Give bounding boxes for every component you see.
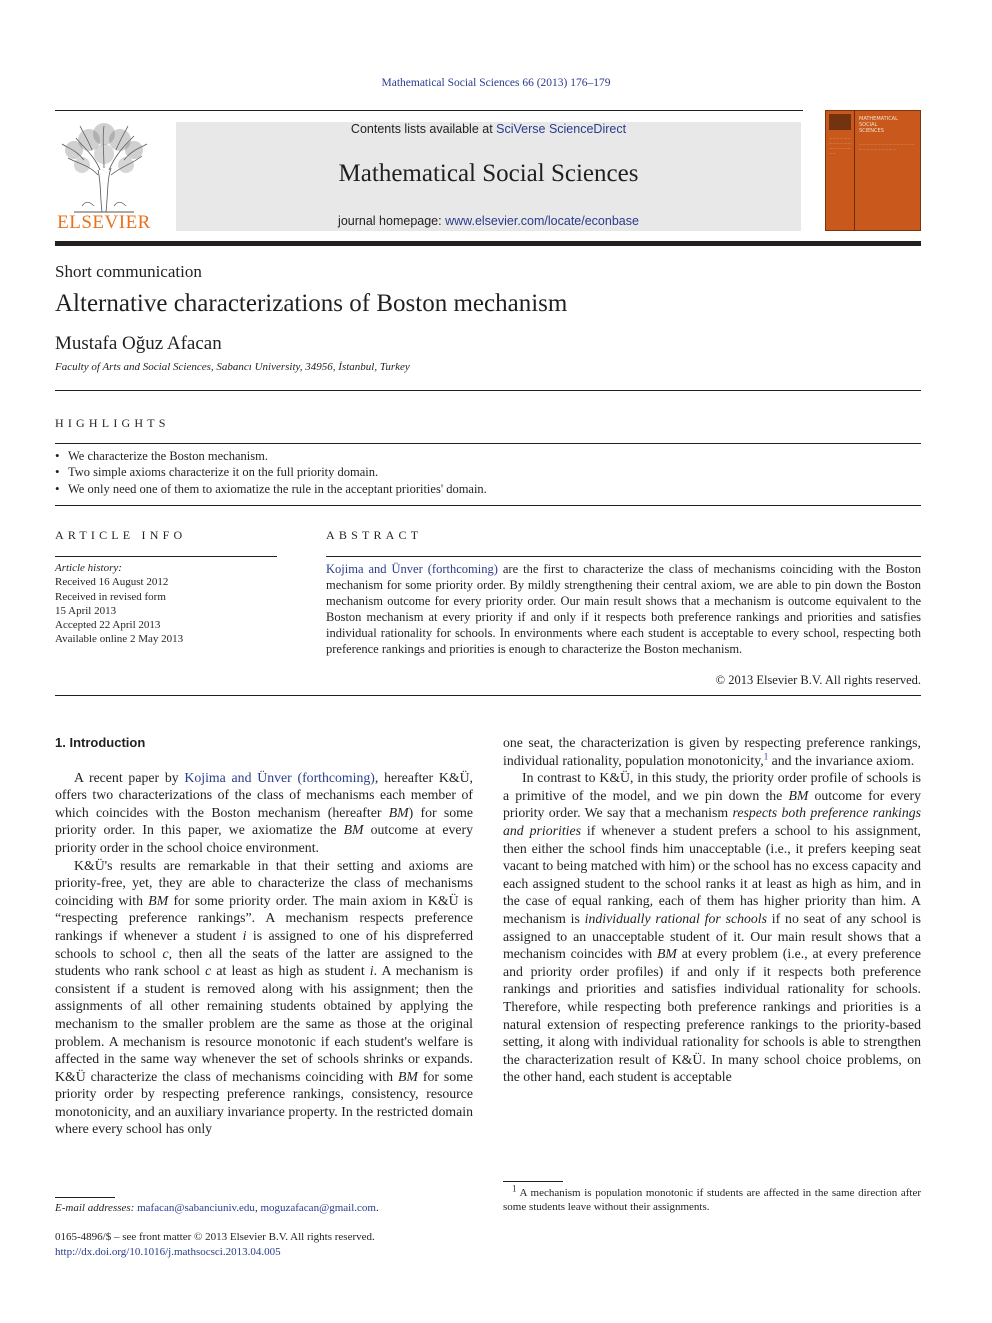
homepage-link[interactable]: www.elsevier.com/locate/econbase bbox=[445, 214, 639, 228]
body-left-column bbox=[55, 734, 473, 1138]
article-type: Short communication bbox=[55, 262, 202, 281]
footnote-marker[interactable]: 1 bbox=[763, 751, 769, 761]
elsevier-wordmark: ELSEVIER bbox=[57, 212, 151, 233]
history-entry: Received in revised form bbox=[55, 590, 166, 603]
header-thick-rule bbox=[55, 241, 921, 246]
journal-title: Mathematical Social Sciences bbox=[338, 160, 639, 187]
section-heading: 1. Introduction bbox=[55, 735, 146, 750]
abstract-body: are the first to characterize the class of mechanisms coinciding with the Boston mechanism for some priority order. By mildly strengthening their central axiom, we are able to pin down the Boston mechanism outcome for every priority order. Our main result shows that a mechanism is outcome equivalent to the Boston mechanism at every priority if and only if it respects both preference rankings and priorities and satisfies individual rationality for schools. In environments where each student is acceptable to every school, respecting both preference rankings and priorities is enough to characterize the Boston mechanism. bbox=[326, 562, 922, 657]
history-entry: Accepted 22 April 2013 bbox=[55, 619, 161, 632]
contents-prefix: Contents lists available at bbox=[350, 122, 497, 136]
copyright-notice: © 2013 Elsevier B.V. All rights reserved. bbox=[715, 673, 921, 687]
abstract-heading: ABSTRACT bbox=[326, 528, 423, 542]
homepage-line bbox=[176, 214, 801, 228]
article-info-heading: ARTICLE INFO bbox=[55, 528, 187, 542]
history-entry: Received 16 August 2012 bbox=[55, 576, 169, 589]
history-label: Article history: bbox=[55, 562, 122, 574]
divider bbox=[55, 556, 277, 557]
footnote-1: $^1$ A mechanism is population monotonic if students are affected in the same direction after some students leave without their assignments. bbox=[503, 1183, 921, 1213]
author-name[interactable]: Mustafa Oğuz Afacan bbox=[55, 333, 222, 354]
affiliation: Faculty of Arts and Social Sciences, Sabancı University, 34956, İstanbul, Turkey bbox=[55, 361, 410, 373]
email-link[interactable]: mafacan@sabanciuniv.edu bbox=[137, 1202, 255, 1214]
paper-title: Alternative characterizations of Boston mechanism bbox=[55, 290, 568, 317]
article-history bbox=[55, 561, 183, 647]
journal-cover-thumbnail[interactable]: — — — — — — — — — — — — — — — — — — — — MATHEMATICAL SOCIAL SCIENCES — — — — — — — — — — — — — — — — — — — — — — — — — bbox=[825, 110, 921, 231]
email-link[interactable]: moguzafacan@gmail.com bbox=[260, 1202, 376, 1214]
body-right-column bbox=[503, 734, 921, 1086]
journal-reference[interactable]: Mathematical Social Sciences 66 (2013) 176–179 bbox=[381, 77, 611, 89]
cover-title bbox=[859, 116, 917, 134]
divider bbox=[55, 390, 921, 391]
paragraph: A recent paper by Kojima and Ünver (forthcoming), hereafter K&Ü, offers two characterizations of the class of mechanisms each member of which coincides with the Boston mechanism (hereafter BM) for some priority order. In this paper, we axiomatize the BM outcome at every priority order in the school choice environment. bbox=[55, 769, 473, 855]
contents-line bbox=[176, 122, 801, 136]
history-entry: Available online 2 May 2013 bbox=[55, 633, 184, 646]
doi-link[interactable]: http://dx.doi.org/10.1016/j.mathsocsci.2013.04.005 bbox=[55, 1246, 281, 1258]
highlight-item: • Two simple axioms characterize it on the full priority domain. bbox=[55, 464, 921, 480]
issn-line: 0165-4896/$ – see front matter © 2013 Elsevier B.V. All rights reserved. bbox=[55, 1231, 375, 1243]
paragraph: one seat, the characterization is given by respecting preference rankings, individual rationality, population monotonicity,$^1$ and the invariance axiom. bbox=[503, 735, 921, 768]
highlight-item: • We characterize the Boston mechanism. bbox=[55, 448, 921, 464]
highlights-list bbox=[55, 448, 921, 497]
homepage-prefix: journal homepage: bbox=[338, 214, 446, 228]
citation-link[interactable]: Kojima and Ünver (forthcoming) bbox=[184, 769, 375, 785]
divider bbox=[55, 695, 921, 696]
highlights-heading: HIGHLIGHTS bbox=[55, 416, 170, 430]
divider bbox=[55, 443, 921, 444]
sciencedirect-link[interactable]: SciVerse ScienceDirect bbox=[496, 122, 627, 136]
footnote-number: 1 bbox=[512, 1183, 517, 1194]
email-footnote: E-mail addresses: mafacan@sabanciuniv.edu, moguzafacan@gmail.com. bbox=[55, 1202, 379, 1214]
citation-link[interactable]: Kojima and Ünver (forthcoming) bbox=[326, 562, 498, 576]
issn-block bbox=[55, 1230, 375, 1260]
footnote-rule bbox=[503, 1181, 563, 1182]
cover-title-line: MATHEMATICAL bbox=[859, 116, 898, 122]
cover-title-line: SOCIAL bbox=[859, 122, 878, 128]
abstract-text bbox=[326, 561, 921, 658]
divider bbox=[55, 505, 921, 506]
paragraph: K&Ü's results are remarkable in that their setting and axioms are priority-free, yet, they are able to characterize the class of mechanisms coinciding with BM for some priority order. The main axiom in K&Ü is “respecting preference rankings”. A mechanism respects preference rankings if whenever a student i is assigned to one of his dispreferred schools to school c, then all the seats of the latter are assigned to the students who rank school c at least as high as student i. A mechanism is consistent if a student is removed along with his assignment; then the assignments of all other remaining students obtained by applying the mechanism to the smaller problem are the same as those at the original problem. A mechanism is resource monotonic if each student's welfare is affected in the same way whenever the set of schools shrinks or expands. K&Ü characterize the class of mechanisms coinciding with BM for some priority order by respecting preference rankings, consistency, resource monotonicity, and an auxiliary invariance property. In the restricted domain where every school has only bbox=[55, 857, 474, 1137]
footnote-rule bbox=[55, 1197, 115, 1198]
history-entry: 15 April 2013 bbox=[55, 604, 117, 617]
cover-title-line: SCIENCES bbox=[859, 128, 884, 134]
header-divider bbox=[55, 110, 803, 111]
paragraph: In contrast to K&Ü, in this study, the priority order profile of schools is a primitive of the model, and we pin down the BM outcome for every priority order. We say that a mechanism respects both preference rankings and priorities if whenever a student prefers a school to his assignment, then either the school finds him unacceptable (i.e., it prefers keeping seat vacant to being matched with him) or the school has no excess capacity and each assigned student to the school ranks it at least as high as him, and in the case of equal ranking, each of them has higher priority than him. A mechanism is individually rational for schools if no seat of any school is assigned to an unacceptable student of it. Our main result shows that a mechanism coincides with BM at every problem (i.e., at every preference and priority order profiles) if and only if it respects both preference rankings and priorities and satisfies individual rationality for schools. Therefore, while respecting both preference rankings and priorities is a natural extension of respecting preference rankings to the priority-based setting, it along with individual rationality for schools is able to strengthen the characterization result of K&Ü. In many school choice problems, on the other hand, each student is acceptable bbox=[503, 770, 921, 1085]
divider bbox=[326, 556, 921, 557]
highlight-item: • We only need one of them to axiomatize the rule in the acceptant priorities' domain. bbox=[55, 481, 921, 497]
elsevier-logo[interactable] bbox=[54, 120, 154, 234]
email-label: E-mail addresses: bbox=[55, 1202, 138, 1214]
